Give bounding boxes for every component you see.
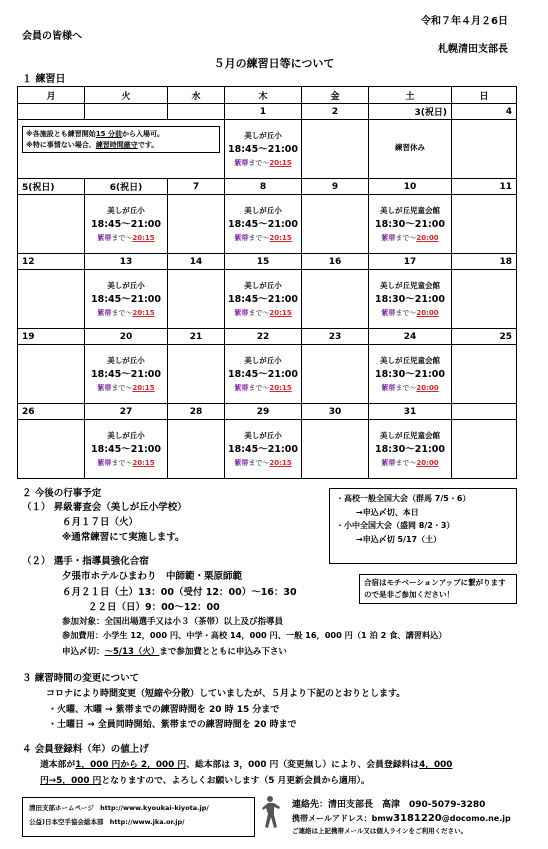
date-number: 17 [369, 254, 452, 270]
links-box [22, 797, 255, 837]
fee-text-e: 円→5，000 円 [40, 776, 102, 786]
practice-time: 18:45～21:00 [228, 443, 298, 455]
date-number: 26 [18, 404, 85, 420]
section-3-line-3: ・土曜日 → 全員同時開始、紫帯までの練習時間を 20 時まで [48, 720, 297, 730]
date-number: 13 [85, 254, 168, 270]
weekday-header: 木 [225, 87, 302, 104]
belt-end-time: 20:15 [269, 159, 292, 167]
contact-line: 連絡先：清田支部長 高津 090-5079-3280 [292, 800, 486, 810]
empty-day-cell [302, 420, 369, 479]
belt-purple: 紫帯 [97, 309, 112, 317]
practice-cell [85, 195, 168, 254]
event-2-deadline [62, 645, 287, 657]
practice-venue: 美しが丘小 [244, 205, 282, 215]
weekday-header: 月 [18, 87, 85, 104]
tournament-2: ・小中全国大会（盛岡 8/2・3） [336, 521, 455, 531]
date-number: 8 [225, 179, 302, 195]
belt-end-time: 20:00 [416, 234, 439, 242]
practice-cell [85, 270, 168, 329]
practice-time: 18:45～21:00 [91, 293, 161, 305]
date-number-row [18, 404, 517, 420]
empty-day-cell [18, 420, 85, 479]
empty-day-cell [302, 345, 369, 404]
section-4-line-2 [40, 773, 370, 786]
no-practice-cell [369, 120, 452, 179]
belt-time-limit [369, 459, 451, 467]
date-number: 10 [369, 179, 452, 195]
date-number: 1 [225, 104, 302, 120]
fee-text-a: 道本部が [40, 760, 76, 770]
date-number-row [18, 104, 517, 120]
tournament-1: ・高校一般全国大会（群馬 7/5・6） [336, 494, 471, 503]
practice-detail-row [18, 345, 517, 404]
practice-venue: 美しが丘小 [107, 280, 145, 290]
weekday-header: 土 [369, 87, 452, 104]
practice-cell [225, 195, 302, 254]
no-practice-label: 練習休み [395, 142, 425, 152]
practice-venue: 美しが丘小 [244, 355, 282, 365]
event-1-note: ※通常練習にて実施します。 [62, 532, 185, 543]
empty-day-cell [18, 195, 85, 254]
practice-time: 18:45～21:00 [91, 218, 161, 230]
practice-venue: 美しが丘児童会館 [380, 205, 440, 215]
practice-cell [85, 420, 168, 479]
entry-notes-cell [18, 120, 225, 179]
belt-time-limit [369, 384, 451, 392]
belt-purple: 紫帯 [381, 459, 396, 467]
sender-line: 札幌清田支部長 [438, 44, 508, 55]
empty-day-cell [168, 195, 225, 254]
practice-cell [225, 120, 302, 179]
practice-cell [369, 345, 452, 404]
practice-detail-row [18, 270, 517, 329]
homepage-line [29, 803, 248, 813]
tournament-2-deadline: →申込〆切 5/17（土） [356, 534, 442, 544]
belt-time-limit [85, 234, 167, 242]
belt-end-time: 20:15 [269, 309, 292, 317]
deadline-rest: まで参加費とともに申込み下さい [159, 647, 287, 657]
entry-note-1: ※各施設とも練習開始15 分前から入場可。 [26, 130, 164, 138]
weekday-header-row [18, 87, 517, 104]
practice-venue: 美しが丘小 [107, 355, 145, 365]
belt-end-time: 20:15 [269, 384, 292, 392]
event-1-date: ６月１７日（火） [62, 517, 139, 528]
page-title: ５月の練習日等について [213, 57, 335, 70]
practice-time: 18:45～21:00 [91, 443, 161, 455]
belt-time-limit [225, 234, 301, 242]
section-3-line-1: コロナにより時間変更（短縮や分散）していましたが、５月より下記のとおりとします。 [46, 689, 406, 699]
fee-text-f: となりますので、よろしくお願いします（5 月更新会員から適用）。 [101, 776, 370, 786]
karate-figure-icon [262, 795, 282, 829]
practice-detail-row [18, 195, 517, 254]
event-2-title: （２） 選手・指導員強化合宿 [22, 556, 149, 567]
belt-purple: 紫帯 [97, 384, 112, 392]
date-number: 29 [225, 404, 302, 420]
practice-cell [225, 345, 302, 404]
belt-time-limit [85, 459, 167, 467]
entry-note-2: ※特に事情ない場合、練習時間厳守です。 [26, 140, 159, 149]
date-number: 22 [225, 329, 302, 345]
belt-until: まで～ [111, 309, 133, 317]
belt-end-time: 20:15 [132, 459, 155, 467]
practice-time: 18:45～21:00 [228, 368, 298, 380]
empty-day-cell [18, 270, 85, 329]
fee-text-c: 、総本部は 3，000 円（変更無し）により、会員登録料は [186, 760, 420, 770]
mail-label: 携帯メールアドレス： [292, 814, 372, 824]
belt-purple: 紫帯 [234, 234, 249, 242]
belt-end-time: 20:00 [416, 384, 439, 392]
section-3-heading: ３ 練習時間の変更について [22, 673, 140, 684]
event-2-fee: 参加費用：小学生 12，000 円、中学・高校 14，000 円、一般 16，000 円（1 泊 2 食、講習料込） [62, 630, 447, 640]
practice-time: 18:45～21:00 [228, 293, 298, 305]
belt-purple: 紫帯 [234, 384, 249, 392]
practice-detail-row [18, 120, 517, 179]
weekday-header: 火 [85, 87, 168, 104]
section-2-heading: ２ 今後の行事予定 [22, 488, 102, 499]
belt-end-time: 20:00 [416, 309, 439, 317]
camp-encouragement-box: 合宿はモチベーションアップに繋がりますので是非ご参加ください！ [359, 574, 517, 604]
date-number: 23 [302, 329, 369, 345]
date-number-row [18, 329, 517, 345]
belt-time-limit [225, 384, 301, 392]
date-number: 20 [85, 329, 168, 345]
practice-cell [225, 420, 302, 479]
empty-day-cell [168, 270, 225, 329]
recipient-line: 会員の皆様へ [22, 31, 82, 42]
belt-until: まで～ [248, 459, 270, 467]
belt-purple: 紫帯 [234, 309, 249, 317]
belt-until: まで～ [395, 309, 417, 317]
belt-until: まで～ [111, 234, 133, 242]
belt-purple: 紫帯 [234, 459, 249, 467]
tournament-deadline-box [329, 488, 517, 564]
date-number: 19 [18, 329, 85, 345]
association-line [29, 817, 248, 827]
belt-end-time: 20:15 [132, 309, 155, 317]
practice-cell [369, 420, 452, 479]
empty-day-cell [168, 420, 225, 479]
date-number: 3(祝日) [369, 104, 452, 120]
association-link[interactable]: http://www.jka.or.jp/ [109, 818, 185, 827]
practice-venue: 美しが丘小 [107, 205, 145, 215]
empty-day-cell [302, 120, 369, 179]
practice-time: 18:45～21:00 [91, 368, 161, 380]
belt-end-time: 20:00 [416, 459, 439, 467]
contact-note: ご連絡は上記携帯メール又は個人ラインをご利用ください。 [292, 826, 468, 835]
event-1-title: （１） 昇級審査会（美しが丘小学校） [22, 502, 187, 513]
practice-time: 18:30～21:00 [375, 443, 445, 455]
practice-time: 18:45～21:00 [228, 143, 298, 155]
section-1-heading: １ 練習日 [22, 74, 66, 85]
date-number: 5(祝日) [18, 179, 85, 195]
date-number: 12 [18, 254, 85, 270]
belt-purple: 紫帯 [97, 459, 112, 467]
date-number [85, 104, 168, 120]
date-number: 18 [452, 254, 517, 270]
practice-time: 18:30～21:00 [375, 293, 445, 305]
belt-purple: 紫帯 [381, 309, 396, 317]
belt-purple: 紫帯 [234, 159, 249, 167]
practice-venue: 美しが丘小 [244, 430, 282, 440]
belt-until: まで～ [111, 459, 133, 467]
event-2-date-1: ６月２１日（土）13：00（受付 12：00）～16：30 [62, 587, 297, 598]
belt-purple: 紫帯 [381, 384, 396, 392]
mail-address-b[interactable]: 3181220 [393, 813, 442, 825]
fee-text-b: 1，000 円から 2，000 円 [75, 760, 187, 770]
empty-day-cell [302, 270, 369, 329]
practice-time: 18:30～21:00 [375, 368, 445, 380]
empty-day-cell [452, 345, 517, 404]
belt-until: まで～ [248, 234, 270, 242]
belt-end-time: 20:15 [269, 459, 292, 467]
weekday-header: 日 [452, 87, 517, 104]
date-number: 14 [168, 254, 225, 270]
date-number: 21 [168, 329, 225, 345]
belt-until: まで～ [248, 159, 270, 167]
fee-text-d: 4，000 [419, 760, 453, 770]
date-number: 4 [452, 104, 517, 120]
practice-venue: 美しが丘小 [244, 130, 282, 140]
association-label: 公益)日本空手協会総本部 [29, 818, 104, 827]
belt-end-time: 20:15 [269, 234, 292, 242]
belt-end-time: 20:15 [132, 234, 155, 242]
date-number: 28 [168, 404, 225, 420]
belt-time-limit [85, 309, 167, 317]
belt-until: まで～ [111, 384, 133, 392]
practice-detail-row [18, 420, 517, 479]
date-number: 16 [302, 254, 369, 270]
practice-cell [369, 270, 452, 329]
date-number: 27 [85, 404, 168, 420]
date-number: 31 [369, 404, 452, 420]
date-number: 24 [369, 329, 452, 345]
date-number: 2 [302, 104, 369, 120]
practice-time: 18:30～21:00 [375, 218, 445, 230]
empty-day-cell [452, 270, 517, 329]
mail-address-a[interactable]: bmw [371, 814, 394, 824]
section-4-heading: ４ 会員登録料（年）の値上げ [22, 744, 149, 755]
belt-purple: 紫帯 [381, 234, 396, 242]
belt-time-limit [369, 234, 451, 242]
date-number: 9 [302, 179, 369, 195]
date-number: 15 [225, 254, 302, 270]
tournament-1-deadline: →申込〆切、本日 [356, 507, 419, 517]
event-2-place: 夕張市ホテルひまわり 中師範・栗原師範 [62, 571, 243, 582]
event-2-target: 参加対象：全国出場選手又は小３（茶帯）以上及び指導員 [62, 617, 284, 627]
belt-time-limit [225, 459, 301, 467]
practice-venue: 美しが丘小 [244, 280, 282, 290]
date-number: 7 [168, 179, 225, 195]
mail-address-c[interactable]: @docomo.ne.jp [441, 814, 511, 824]
date-number-row [18, 254, 517, 270]
date-number: 30 [302, 404, 369, 420]
weekday-header: 金 [302, 87, 369, 104]
belt-until: まで～ [395, 459, 417, 467]
practice-venue: 美しが丘小 [107, 430, 145, 440]
date-number: 6(祝日) [85, 179, 168, 195]
belt-until: まで～ [395, 384, 417, 392]
date-number: 11 [452, 179, 517, 195]
contact-block [292, 799, 511, 836]
deadline-date: ～5/13（火） [104, 647, 160, 657]
date-number [18, 104, 85, 120]
date-number-row [18, 179, 517, 195]
deadline-label: 申込〆切： [62, 647, 105, 657]
practice-venue: 美しが丘児童会館 [380, 355, 440, 365]
empty-day-cell [452, 195, 517, 254]
practice-cell [225, 270, 302, 329]
empty-day-cell [302, 195, 369, 254]
section-4-line-1 [40, 757, 452, 770]
practice-cell [369, 195, 452, 254]
date-number: 25 [452, 329, 517, 345]
empty-day-cell [168, 345, 225, 404]
belt-time-limit [225, 159, 301, 167]
practice-calendar [17, 86, 517, 479]
belt-until: まで～ [248, 309, 270, 317]
entry-notes-box [22, 126, 220, 153]
weekday-header: 水 [168, 87, 225, 104]
empty-day-cell [452, 120, 517, 179]
mail-line [292, 812, 511, 827]
belt-purple: 紫帯 [97, 234, 112, 242]
section-3-line-2: ・火曜、木曜 → 紫帯までの練習時間を 20 時 15 分まで [48, 705, 280, 715]
belt-until: まで～ [395, 234, 417, 242]
date-number [168, 104, 225, 120]
belt-time-limit [369, 309, 451, 317]
empty-day-cell [452, 420, 517, 479]
practice-cell [85, 345, 168, 404]
homepage-link[interactable]: http://www.kyoukai-kiyota.jp/ [100, 804, 209, 812]
belt-time-limit [225, 309, 301, 317]
homepage-label: 清田支部ホームページ [29, 804, 94, 812]
belt-until: まで～ [248, 384, 270, 392]
event-2-date-2: ２２日（日）9：00～12：00 [88, 602, 220, 613]
belt-time-limit [85, 384, 167, 392]
belt-end-time: 20:15 [132, 384, 155, 392]
practice-time: 18:45～21:00 [228, 218, 298, 230]
empty-day-cell [18, 345, 85, 404]
date-number [452, 404, 517, 420]
practice-venue: 美しが丘児童会館 [380, 280, 440, 290]
document-date: 令和７年４月２6日 [421, 16, 508, 27]
practice-venue: 美しが丘児童会館 [380, 430, 440, 440]
